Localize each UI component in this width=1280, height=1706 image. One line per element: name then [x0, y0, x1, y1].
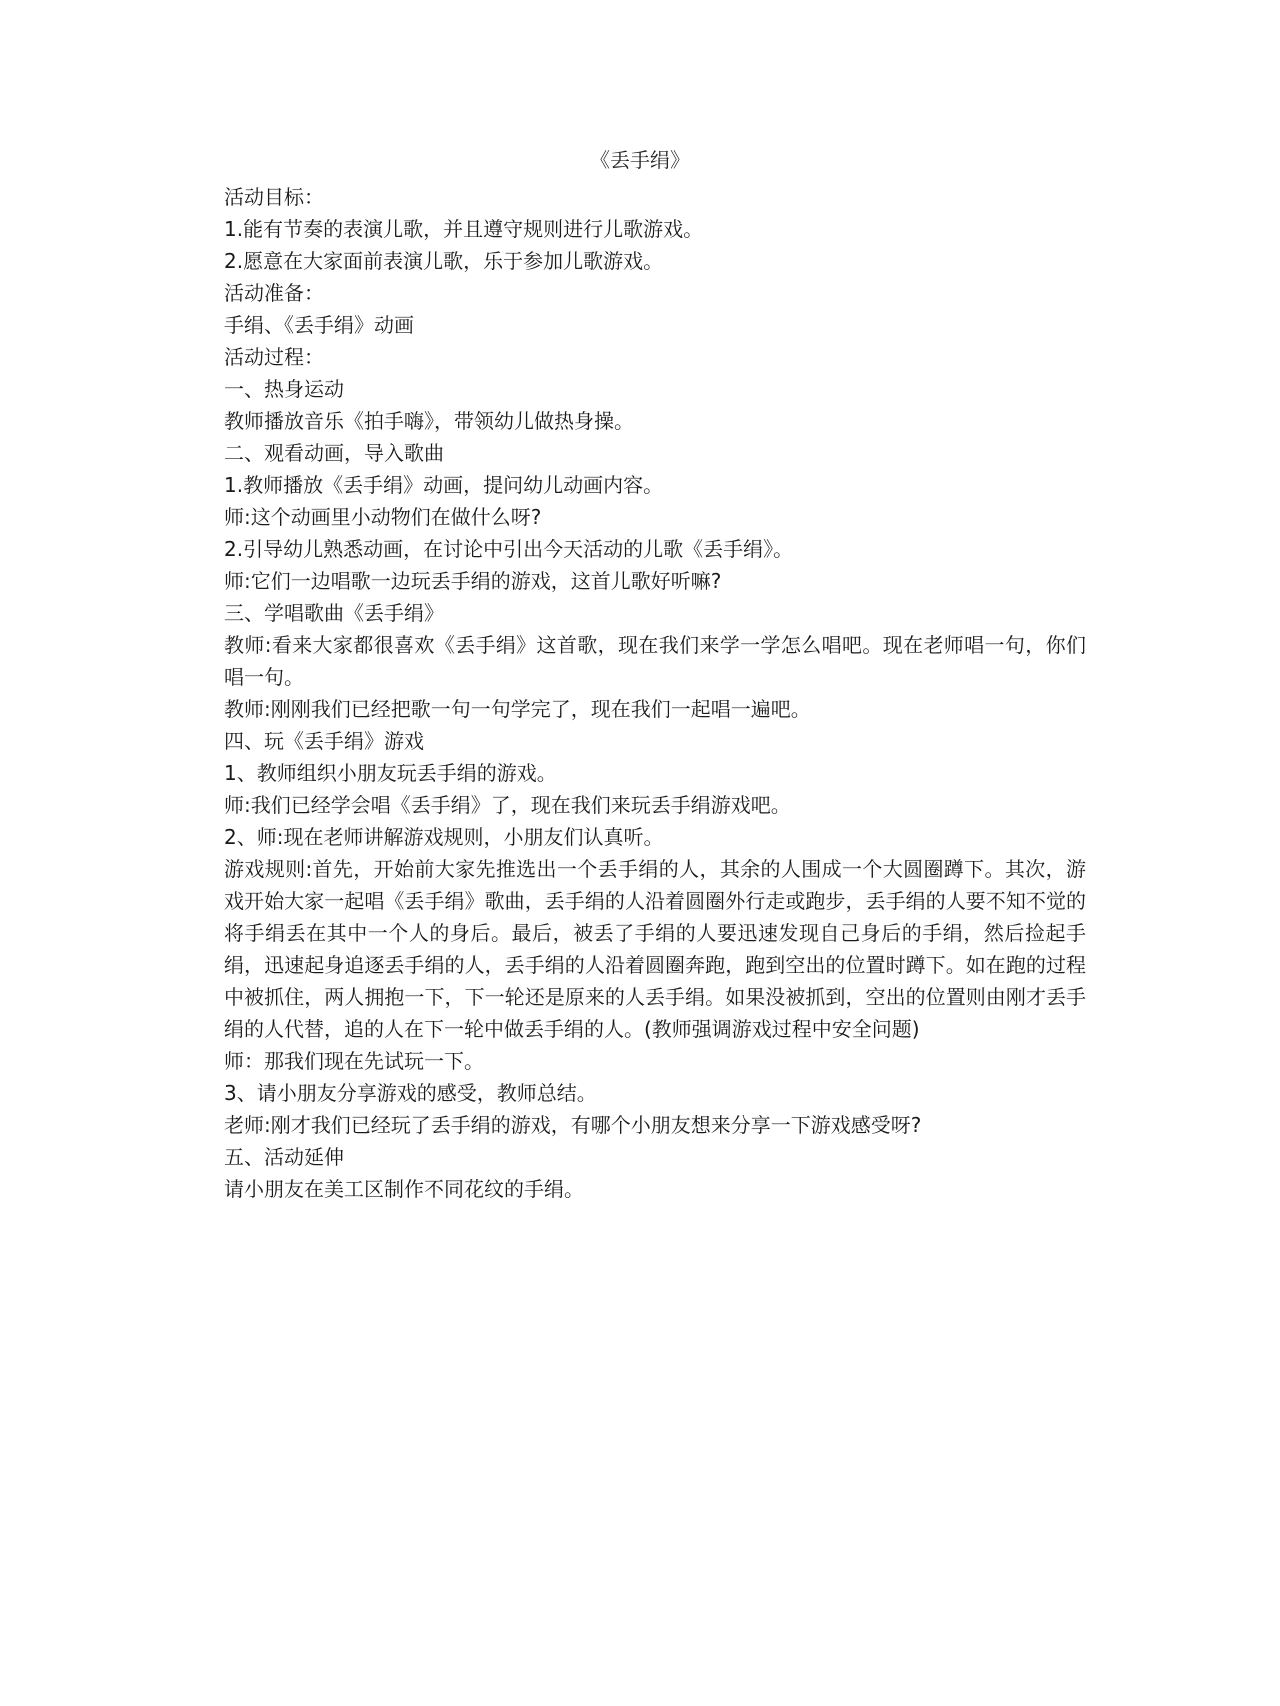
warmup-text: 教师播放音乐《拍手嗨》，带领幼儿做热身操。 — [224, 409, 634, 433]
document-body — [224, 181, 1086, 1205]
teacher-question-2: 师:它们一边唱歌一边玩丢手绢的游戏，这首儿歌好听嘛? — [224, 569, 722, 593]
section-heading-preparation: 活动准备： — [224, 281, 324, 305]
extension-text: 请小朋友在美工区制作不同花纹的手绢。 — [224, 1177, 584, 1201]
game-item-3: 3、请小朋友分享游戏的感受，教师总结。 — [224, 1081, 597, 1105]
animation-item-1: 1.教师播放《丢手绢》动画，提问幼儿动画内容。 — [224, 473, 664, 497]
animation-item-2: 2.引导幼儿熟悉动画，在讨论中引出今天活动的儿歌《丢手绢》。 — [224, 537, 794, 561]
game-teacher-line-3: 老师:刚才我们已经玩了丢手绢的游戏，有哪个小朋友想来分享一下游戏感受呀? — [224, 1113, 922, 1137]
step-heading-play-game: 四、玩《丢手绢》游戏 — [224, 729, 424, 753]
game-trial-line: 师：那我们现在先试玩一下。 — [224, 1049, 484, 1073]
goal-item-2: 2.愿意在大家面前表演儿歌，乐于参加儿歌游戏。 — [224, 249, 664, 273]
section-heading-process: 活动过程： — [224, 345, 324, 369]
game-item-2: 2、师:现在老师讲解游戏规则，小朋友们认真听。 — [224, 825, 664, 849]
learn-song-complete: 教师:刚刚我们已经把歌一句一句学完了，现在我们一起唱一遍吧。 — [224, 697, 811, 721]
game-teacher-line-1: 师:我们已经学会唱《丢手绢》了，现在我们来玩丢手绢游戏吧。 — [224, 793, 791, 817]
game-item-1: 1、教师组织小朋友玩丢手绢的游戏。 — [224, 761, 557, 785]
step-heading-warmup: 一、热身运动 — [224, 377, 344, 401]
goal-item-1: 1.能有节奏的表演儿歌，并且遵守规则进行儿歌游戏。 — [224, 217, 704, 241]
step-heading-watch-animation: 二、观看动画，导入歌曲 — [224, 441, 444, 465]
learn-song-paragraph: 教师:看来大家都很喜欢《丢手绢》这首歌，现在我们来学一学怎么唱吧。现在老师唱一句，你们唱一句。 — [224, 633, 1086, 689]
game-rules-paragraph: 游戏规则:首先，开始前大家先推选出一个丢手绢的人，其余的人围成一个大圆圈蹲下。其次，游戏开始大家一起唱《丢手绢》歌曲，丢手绢的人沿着圆圈外行走或跑步，丢手绢的人要不知不觉的将手绢丢在其中一个人的身后。最后，被丢了手绢的人要迅速发现自己身后的手绢，然后捡起手绢，迅速起身追逐丢手绢的人，丢手绢的人沿着圆圈奔跑，跑到空出的位置时蹲下。如在跑的过程中被抓住，两人拥抱一下，下一轮还是原来的人丢手绢。如果没被抓到，空出的位置则由刚才丢手绢的人代替，追的人在下一轮中做丢手绢的人。(教师强调游戏过程中安全问题) — [224, 857, 1086, 1041]
step-heading-learn-song: 三、学唱歌曲《丢手绢》 — [224, 601, 444, 625]
preparation-text: 手绢、《丢手绢》动画 — [224, 313, 414, 337]
teacher-question-1: 师:这个动画里小动物们在做什么呀? — [224, 505, 542, 529]
document-title: 《丢手绢》 — [590, 148, 690, 172]
section-heading-goals: 活动目标： — [224, 185, 324, 209]
step-heading-extension: 五、活动延伸 — [224, 1145, 344, 1169]
